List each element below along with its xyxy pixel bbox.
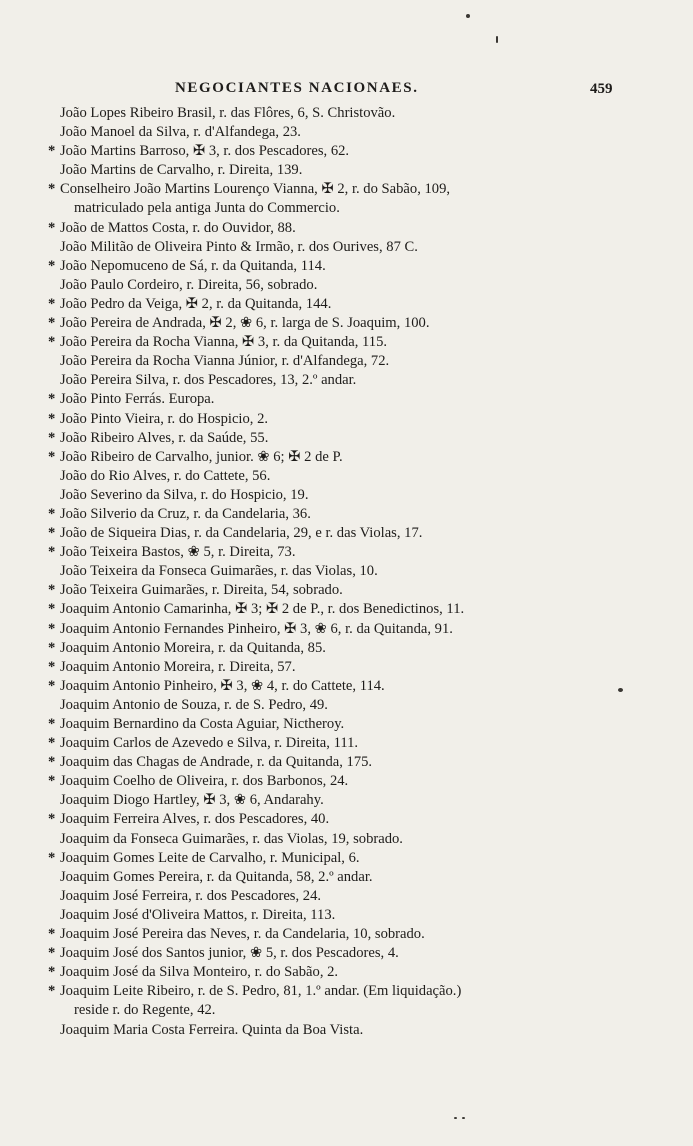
- entry-text: Joaquim Diogo Hartley, ✠ 3, ❀ 6, Andarahy.: [60, 792, 324, 809]
- directory-entry: [48, 219, 688, 238]
- entry-asterisk-mark: *: [48, 429, 56, 446]
- directory-entry: [48, 849, 688, 868]
- directory-entry: [48, 696, 688, 715]
- entry-text: reside r. do Regente, 42.: [74, 1002, 216, 1019]
- entry-asterisk-mark: *: [48, 639, 56, 656]
- directory-entry: [48, 104, 688, 123]
- entry-asterisk-mark: *: [48, 658, 56, 675]
- page-header: [0, 80, 693, 100]
- entry-asterisk-mark: *: [48, 601, 56, 618]
- entry-asterisk-mark: *: [48, 181, 56, 198]
- entry-asterisk-mark: *: [48, 505, 56, 522]
- entry-asterisk-mark: *: [48, 773, 56, 790]
- directory-entry: [48, 581, 688, 600]
- entry-text: Joaquim Antonio Camarinha, ✠ 3; ✠ 2 de P., r. dos Benedictinos, 11.: [60, 601, 465, 618]
- directory-list: [48, 104, 688, 1040]
- entry-text: João Manoel da Silva, r. d'Alfandega, 23.: [60, 124, 301, 141]
- entry-text: João Martins Barroso, ✠ 3, r. dos Pescadores, 62.: [60, 143, 350, 160]
- entry-asterisk-mark: *: [48, 945, 56, 962]
- print-speck: [462, 1117, 465, 1119]
- directory-entry: [48, 142, 688, 161]
- directory-entry: [48, 1021, 688, 1040]
- entry-asterisk-mark: *: [48, 448, 56, 465]
- entry-text: João Lopes Ribeiro Brasil, r. das Flôres, 6, S. Christovão.: [60, 105, 396, 121]
- entry-asterisk-mark: *: [48, 143, 56, 160]
- entry-text: João Pereira da Rocha Vianna, ✠ 3, r. da Quitanda, 115.: [60, 334, 388, 351]
- entry-asterisk-mark: *: [48, 582, 56, 599]
- entry-asterisk-mark: *: [48, 677, 56, 694]
- directory-entry: [48, 180, 688, 199]
- entry-text: Joaquim Antonio Pinheiro, ✠ 3, ❀ 4, r. do Cattete, 114.: [60, 677, 385, 694]
- entry-text: Joaquim da Fonseca Guimarães, r. das Violas, 19, sobrado.: [60, 830, 403, 847]
- entry-text: Joaquim Coelho de Oliveira, r. dos Barbonos, 24.: [60, 773, 349, 790]
- directory-entry: [48, 448, 688, 467]
- directory-entry: [48, 753, 688, 772]
- directory-entry: [48, 639, 688, 658]
- directory-entry: [48, 352, 688, 371]
- entry-text: Joaquim das Chagas de Andrade, r. da Quitanda, 175.: [60, 754, 373, 771]
- entry-text: Joaquim Antonio Moreira, r. Direita, 57.: [60, 658, 296, 675]
- entry-text: João Pedro da Veiga, ✠ 2, r. da Quitanda, 144.: [60, 295, 332, 312]
- entry-text: Joaquim José d'Oliveira Mattos, r. Direita, 113.: [60, 906, 336, 923]
- entry-text: matriculado pela antiga Junta do Commercio.: [74, 200, 340, 217]
- directory-entry: [48, 314, 688, 333]
- entry-text: João de Siqueira Dias, r. da Candelaria, 29, e r. das Violas, 17.: [60, 525, 423, 542]
- entry-text: Joaquim Bernardino da Costa Aguiar, Nictheroy.: [60, 716, 345, 732]
- entry-asterisk-mark: *: [48, 716, 56, 732]
- directory-entry: [48, 486, 688, 505]
- directory-entry: [48, 791, 688, 810]
- directory-entry: [48, 620, 688, 639]
- directory-entry: [48, 658, 688, 677]
- entry-asterisk-mark: *: [48, 544, 56, 561]
- entry-text: João Pereira de Andrada, ✠ 2, ❀ 6, r. larga de S. Joaquim, 100.: [60, 315, 430, 332]
- entry-asterisk-mark: *: [48, 754, 56, 771]
- entry-text: João Paulo Cordeiro, r. Direita, 56, sobrado.: [60, 276, 318, 293]
- entry-text: João Pereira da Rocha Vianna Júnior, r. d'Alfandega, 72.: [60, 353, 390, 370]
- entry-text: Joaquim Antonio Fernandes Pinheiro, ✠ 3, ❀ 6, r. da Quitanda, 91.: [60, 620, 453, 637]
- entry-text: João Pinto Ferrás. Europa.: [60, 391, 215, 408]
- directory-entry: [48, 810, 688, 829]
- entry-text: João Martins de Carvalho, r. Direita, 139.: [60, 162, 303, 179]
- directory-entry: [48, 734, 688, 753]
- entry-asterisk-mark: *: [48, 926, 56, 943]
- directory-entry: [48, 830, 688, 849]
- entry-asterisk-mark: *: [48, 849, 56, 866]
- entry-text: João Militão de Oliveira Pinto & Irmão, r. dos Ourives, 87 C.: [60, 238, 418, 255]
- directory-entry: [48, 562, 688, 581]
- directory-entry: [48, 772, 688, 791]
- entry-text: João do Rio Alves, r. do Cattete, 56.: [60, 467, 271, 484]
- directory-entry: [48, 963, 688, 982]
- entry-text: Joaquim Antonio de Souza, r. de S. Pedro, 49.: [60, 696, 328, 713]
- directory-entry: [48, 467, 688, 486]
- directory-entry: [48, 906, 688, 925]
- entry-text: Joaquim Maria Costa Ferreira. Quinta da Boa Vista.: [60, 1021, 364, 1038]
- directory-entry: [48, 238, 688, 257]
- directory-entry: [48, 123, 688, 142]
- entry-asterisk-mark: *: [48, 295, 56, 312]
- entry-asterisk-mark: *: [48, 735, 56, 752]
- print-speck: [496, 36, 498, 43]
- entry-text: João Nepomuceno de Sá, r. da Quitanda, 114.: [60, 257, 326, 274]
- entry-text: Joaquim José Ferreira, r. dos Pescadores, 24.: [60, 887, 322, 904]
- directory-entry: [48, 868, 688, 887]
- directory-entry: [48, 257, 688, 276]
- entry-text: Conselheiro João Martins Lourenço Vianna, ✠ 2, r. do Sabão, 109,: [60, 181, 451, 198]
- page-number: 459: [590, 81, 613, 97]
- entry-text: João Teixeira da Fonseca Guimarães, r. das Violas, 10.: [60, 563, 378, 580]
- directory-entry: [48, 1001, 688, 1020]
- entry-asterisk-mark: *: [48, 525, 56, 542]
- directory-entry: [48, 390, 688, 409]
- print-speck: [466, 14, 470, 18]
- entry-text: João de Mattos Costa, r. do Ouvidor, 88.: [60, 219, 296, 236]
- directory-entry: [48, 199, 688, 218]
- entry-text: Joaquim Gomes Pereira, r. da Quitanda, 58, 2.º andar.: [60, 868, 373, 885]
- entry-text: Joaquim Carlos de Azevedo e Silva, r. Direita, 111.: [60, 735, 359, 752]
- directory-entry: [48, 295, 688, 314]
- entry-asterisk-mark: *: [48, 964, 56, 981]
- entry-asterisk-mark: *: [48, 315, 56, 332]
- directory-entry: [48, 371, 688, 390]
- print-speck: [454, 1117, 457, 1119]
- directory-entry: [48, 410, 688, 429]
- entry-text: Joaquim José Pereira das Neves, r. da Candelaria, 10, sobrado.: [60, 926, 425, 943]
- entry-asterisk-mark: *: [48, 219, 56, 236]
- entry-asterisk-mark: *: [48, 334, 56, 351]
- directory-entry: [48, 944, 688, 963]
- entry-text: João Teixeira Bastos, ❀ 5, r. Direita, 73.: [60, 544, 296, 561]
- entry-text: João Pinto Vieira, r. do Hospicio, 2.: [60, 410, 269, 427]
- directory-entry: [48, 429, 688, 448]
- entry-asterisk-mark: *: [48, 983, 56, 1000]
- entry-text: João Teixeira Guimarães, r. Direita, 54, sobrado.: [60, 582, 343, 599]
- entry-text: Joaquim José dos Santos junior, ❀ 5, r. dos Pescadores, 4.: [60, 945, 399, 962]
- entry-text: João Pereira Silva, r. dos Pescadores, 13, 2.º andar.: [60, 372, 357, 389]
- directory-entry: [48, 505, 688, 524]
- entry-text: Joaquim Antonio Moreira, r. da Quitanda, 85.: [60, 639, 326, 656]
- directory-entry: [48, 887, 688, 906]
- entry-asterisk-mark: *: [48, 811, 56, 828]
- directory-entry: [48, 600, 688, 619]
- entry-asterisk-mark: *: [48, 391, 56, 408]
- entry-asterisk-mark: *: [48, 410, 56, 427]
- directory-entry: [48, 925, 688, 944]
- page-title: NEGOCIANTES NACIONAES.: [175, 80, 419, 96]
- entry-asterisk-mark: *: [48, 620, 56, 637]
- directory-entry: [48, 715, 688, 734]
- entry-text: Joaquim Gomes Leite de Carvalho, r. Municipal, 6.: [60, 849, 360, 866]
- entry-text: João Ribeiro Alves, r. da Saúde, 55.: [60, 429, 269, 446]
- directory-entry: [48, 677, 688, 696]
- entry-text: Joaquim José da Silva Monteiro, r. do Sabão, 2.: [60, 964, 339, 981]
- directory-entry: [48, 524, 688, 543]
- directory-entry: [48, 543, 688, 562]
- directory-entry: [48, 982, 688, 1001]
- directory-entry: [48, 333, 688, 352]
- entry-text: Joaquim Ferreira Alves, r. dos Pescadores, 40.: [60, 811, 330, 828]
- directory-entry: [48, 276, 688, 295]
- entry-text: João Silverio da Cruz, r. da Candelaria, 36.: [60, 505, 311, 522]
- entry-text: João Ribeiro de Carvalho, junior. ❀ 6; ✠ 2 de P.: [60, 448, 343, 465]
- entry-text: Joaquim Leite Ribeiro, r. de S. Pedro, 81, 1.º andar. (Em liquidação.): [60, 983, 462, 1000]
- entry-text: João Severino da Silva, r. do Hospicio, 19.: [60, 486, 309, 503]
- entry-asterisk-mark: *: [48, 257, 56, 274]
- directory-entry: [48, 161, 688, 180]
